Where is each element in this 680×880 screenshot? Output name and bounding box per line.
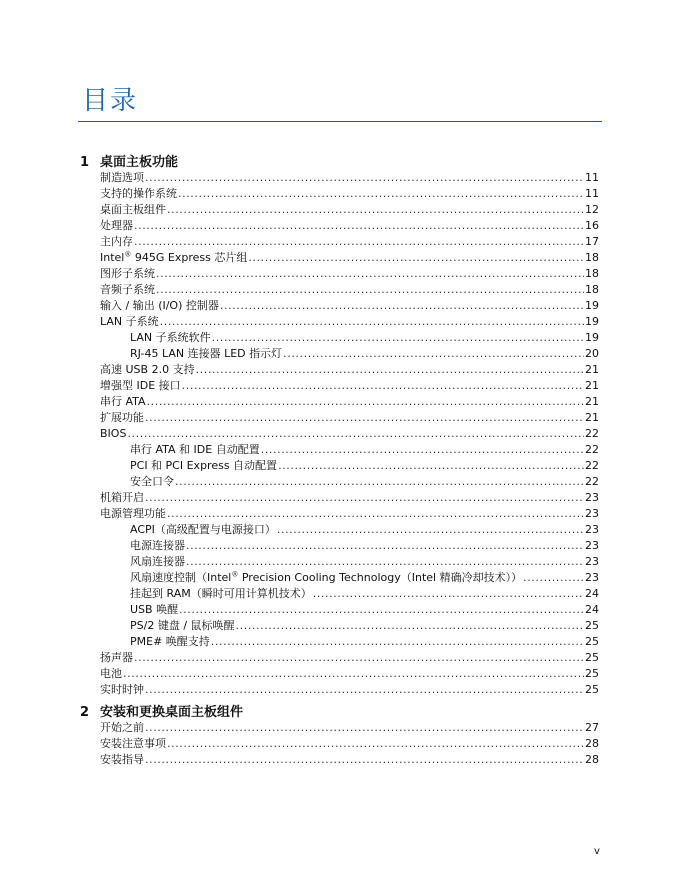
- toc-entry-page: 21: [585, 395, 599, 408]
- label-text: Intel: [100, 251, 125, 264]
- toc-subentry[interactable]: [130, 522, 599, 538]
- toc-entry-page: 23: [585, 491, 599, 504]
- dot-leader: [261, 442, 584, 458]
- chapter-title: 安装和更换桌面主板组件: [100, 705, 244, 720]
- toc-subentry[interactable]: [130, 474, 599, 490]
- dot-leader: [179, 602, 584, 618]
- toc-entry-page: 23: [585, 571, 599, 584]
- chapter-title: 桌面主板功能: [100, 155, 179, 170]
- toc-entry-label: 电源管理功能: [100, 507, 166, 520]
- chapter-heading-1: [80, 151, 586, 169]
- toc-subentry[interactable]: [130, 602, 599, 618]
- dot-leader: [220, 298, 584, 314]
- toc-entry-label: 桌面主板组件: [100, 203, 166, 216]
- toc-entry[interactable]: [100, 378, 599, 394]
- dot-leader: [160, 314, 584, 330]
- dot-leader: [278, 458, 584, 474]
- dot-leader: [127, 426, 584, 442]
- toc-entry-page: 22: [585, 459, 599, 472]
- toc-entry-label: 实时时钟: [100, 683, 144, 696]
- toc-entry-page: 11: [585, 171, 599, 184]
- toc-entry-page: 17: [585, 235, 599, 248]
- toc-entry-label: 开始之前: [100, 721, 144, 734]
- toc-entry[interactable]: [100, 186, 599, 202]
- toc-entry-label: 机箱开启: [100, 491, 144, 504]
- toc-subentry[interactable]: [130, 634, 599, 650]
- toc-entry[interactable]: [100, 234, 599, 250]
- toc-entry-label: LAN 子系统软件: [130, 331, 211, 344]
- toc-entry[interactable]: [100, 298, 599, 314]
- toc-entry[interactable]: [100, 218, 599, 234]
- toc-entry[interactable]: [100, 720, 599, 736]
- toc-entry[interactable]: [100, 170, 599, 186]
- toc-entry-page: 25: [585, 619, 599, 632]
- toc-entry-label: 音频子系统: [100, 283, 155, 296]
- toc-entry-label: 支持的操作系统: [100, 187, 177, 200]
- chapter-number: 1: [80, 155, 90, 170]
- toc-title: 目录: [82, 86, 139, 116]
- toc-entry[interactable]: [100, 362, 599, 378]
- dot-leader: [212, 330, 584, 346]
- toc-entry-page: 23: [585, 555, 599, 568]
- label-text: 945G Express 芯片组: [131, 251, 248, 264]
- toc-entry-page: 23: [585, 507, 599, 520]
- toc-subentry[interactable]: [130, 330, 599, 346]
- dot-leader: [134, 234, 584, 250]
- toc-entry-page: 20: [585, 347, 599, 360]
- toc-entry[interactable]: [100, 314, 599, 330]
- dot-leader: [236, 618, 584, 634]
- toc-entry-page: 25: [585, 683, 599, 696]
- toc-subentry[interactable]: [130, 458, 599, 474]
- toc-entry[interactable]: [100, 426, 599, 442]
- toc-entry-label: 高速 USB 2.0 支持: [100, 363, 195, 376]
- toc-entry[interactable]: [100, 666, 599, 682]
- toc-entry-label: [130, 570, 522, 586]
- toc-subentry[interactable]: [130, 538, 599, 554]
- toc-subentry[interactable]: [130, 346, 599, 362]
- toc-entry-label: 安全口令: [130, 475, 174, 488]
- toc-entry-page: 25: [585, 651, 599, 664]
- dot-leader: [145, 490, 584, 506]
- toc-entry-label: 输入 / 输出 (I/O) 控制器: [100, 299, 219, 312]
- toc-entry-page: 23: [585, 523, 599, 536]
- toc-entry-page: 28: [585, 737, 599, 750]
- dot-leader: [147, 394, 584, 410]
- toc-entry-page: 19: [585, 315, 599, 328]
- toc-entry[interactable]: [100, 394, 599, 410]
- dot-leader: [167, 202, 584, 218]
- toc-entry-label: RJ-45 LAN 连接器 LED 指示灯: [130, 347, 283, 360]
- dot-leader: [196, 362, 584, 378]
- dot-leader: [156, 266, 584, 282]
- toc-entry-page: 22: [585, 475, 599, 488]
- toc-entry-page: 21: [585, 363, 599, 376]
- toc-entry-label: 处理器: [100, 219, 133, 232]
- toc-entry-label: 图形子系统: [100, 267, 155, 280]
- toc-entry-page: 18: [585, 283, 599, 296]
- dot-leader: [134, 218, 584, 234]
- toc-entry-label: PME# 唤醒支持: [130, 635, 210, 648]
- page-number: v: [594, 846, 600, 857]
- title-rule: [78, 121, 602, 122]
- toc-entry[interactable]: [100, 506, 599, 522]
- toc-entry-label: 制造选项: [100, 171, 144, 184]
- toc-entry-page: 22: [585, 427, 599, 440]
- chapter-number: 2: [80, 705, 90, 720]
- label-text: Precision Cooling Technology（Intel 精确冷却技术））: [238, 571, 523, 584]
- toc-entry-page: 18: [585, 251, 599, 264]
- toc-entry-page: 19: [585, 299, 599, 312]
- toc-entry-page: 16: [585, 219, 599, 232]
- toc-entry[interactable]: [100, 682, 599, 698]
- toc-entry-label: PS/2 键盘 / 鼠标唤醒: [130, 619, 235, 632]
- toc-entry-label: USB 唤醒: [130, 603, 179, 616]
- toc-entry-page: 21: [585, 379, 599, 392]
- dot-leader: [523, 570, 584, 586]
- toc-entry-label: PCI 和 PCI Express 自动配置: [130, 459, 278, 472]
- toc-entry-label: 安装指导: [100, 753, 144, 766]
- dot-leader: [145, 720, 584, 736]
- toc-entry[interactable]: [100, 410, 599, 426]
- dot-leader: [134, 650, 584, 666]
- toc-entry[interactable]: [100, 202, 599, 218]
- toc-entry-label: 风扇连接器: [130, 555, 185, 568]
- dot-leader: [178, 186, 584, 202]
- toc-entry-label: 电源连接器: [130, 539, 185, 552]
- toc-entry-page: 21: [585, 411, 599, 424]
- toc-subentry[interactable]: [130, 618, 599, 634]
- toc-entry[interactable]: [100, 650, 599, 666]
- dot-leader: [182, 378, 584, 394]
- toc-subentry[interactable]: [130, 586, 599, 602]
- toc-entry-label: BIOS: [100, 427, 127, 440]
- chapter-heading-2: [80, 701, 586, 719]
- toc-entry-page: 23: [585, 539, 599, 552]
- toc-entry-label: [100, 250, 247, 266]
- toc-entry-label: 扩展功能: [100, 411, 144, 424]
- dot-leader: [248, 250, 584, 266]
- dot-leader: [211, 634, 584, 650]
- dot-leader: [145, 410, 584, 426]
- toc-entry-label: 电池: [100, 667, 122, 680]
- dot-leader: [167, 736, 584, 752]
- toc-entry[interactable]: [100, 752, 599, 768]
- toc-entry[interactable]: [100, 250, 599, 266]
- toc-entry-page: 25: [585, 635, 599, 648]
- toc-entry-page: 18: [585, 267, 599, 280]
- toc-entry-page: 19: [585, 331, 599, 344]
- toc-entry[interactable]: [100, 490, 599, 506]
- toc-entry-label: ACPI（高级配置与电源接口）: [130, 523, 276, 536]
- toc-entry-page: 25: [585, 667, 599, 680]
- registered-mark: ®: [124, 250, 132, 259]
- toc-entry-label: 串行 ATA: [100, 395, 146, 408]
- dot-leader: [145, 682, 584, 698]
- toc-entry-page: 27: [585, 721, 599, 734]
- toc-entry[interactable]: [100, 266, 599, 282]
- toc-entry-label: 安装注意事项: [100, 737, 166, 750]
- toc-subentry[interactable]: [130, 442, 599, 458]
- toc-subentry[interactable]: [130, 554, 599, 570]
- toc-entry-page: 24: [585, 587, 599, 600]
- registered-mark: ®: [231, 570, 239, 579]
- toc-entry[interactable]: [100, 736, 599, 752]
- dot-leader: [156, 282, 584, 298]
- dot-leader: [277, 522, 584, 538]
- toc-entry-label: 主内存: [100, 235, 133, 248]
- toc-entry-page: 11: [585, 187, 599, 200]
- dot-leader: [186, 538, 584, 554]
- toc-entry-label: LAN 子系统: [100, 315, 159, 328]
- dot-leader: [186, 554, 584, 570]
- label-text: 风扇速度控制（Intel: [130, 571, 232, 584]
- dot-leader: [283, 346, 584, 362]
- dot-leader: [123, 666, 584, 682]
- toc-entry-page: 22: [585, 443, 599, 456]
- dot-leader: [145, 752, 584, 768]
- toc-entry-page: 28: [585, 753, 599, 766]
- toc-entry[interactable]: [100, 282, 599, 298]
- toc-entry-label: 串行 ATA 和 IDE 自动配置: [130, 443, 260, 456]
- dot-leader: [175, 474, 584, 490]
- dot-leader: [167, 506, 584, 522]
- dot-leader: [145, 170, 584, 186]
- toc-entry-label: 增强型 IDE 接口: [100, 379, 181, 392]
- toc-entry-page: 12: [585, 203, 599, 216]
- toc-entry-label: 挂起到 RAM（瞬时可用计算机技术）: [130, 587, 312, 600]
- toc-subentry[interactable]: [130, 570, 599, 586]
- dot-leader: [313, 586, 584, 602]
- toc-entry-page: 24: [585, 603, 599, 616]
- toc-entry-label: 扬声器: [100, 651, 133, 664]
